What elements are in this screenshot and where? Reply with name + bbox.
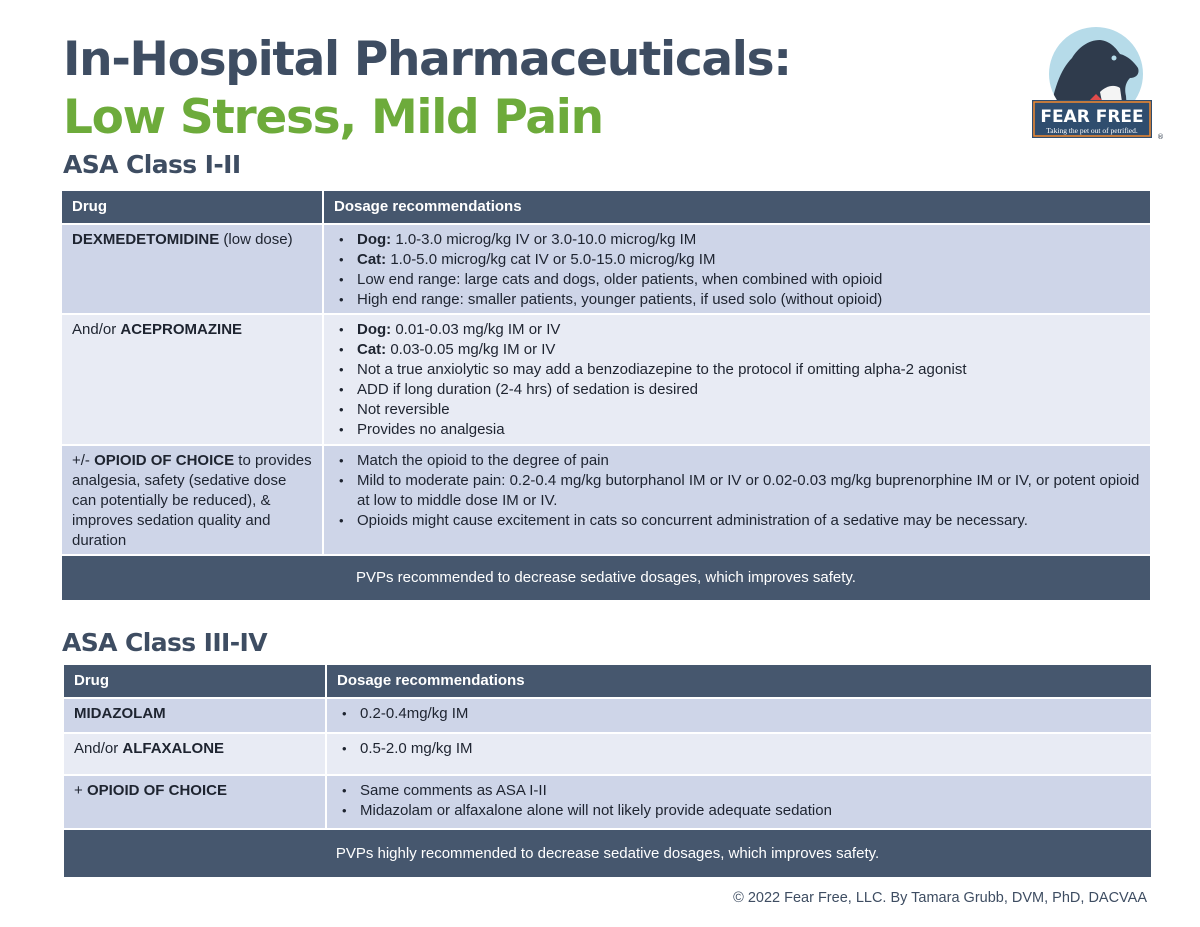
drug-cell: And/or ALFAXALONE [63, 733, 326, 775]
drug-name: ACEPROMAZINE [120, 321, 243, 338]
dosage-cell [326, 733, 1152, 775]
header-drug: Drug [63, 664, 326, 698]
list-item: • Not reversible [334, 400, 1140, 420]
list-item: • Cat: 1.0-5.0 microg/kg cat IV or 5.0-15.0 microg/kg IM [334, 250, 1140, 270]
logo-brand-text: FEAR FREE [1040, 107, 1144, 127]
table-row [61, 224, 1151, 314]
drug-cell: +/- OPIOID OF CHOICE to provides analgesia, safety (sedative dose can potentially be reduced), & improves sedation quality and duration [61, 445, 323, 555]
list-item: • Low end range: large cats and dogs, older patients, when combined with opioid [334, 270, 1140, 290]
header-dosage: Dosage recommendations [323, 190, 1151, 224]
drug-cell: And/or ACEPROMAZINE [61, 314, 323, 445]
list-item: • 0.5-2.0 mg/kg IM [337, 739, 1141, 759]
drug-name: MIDAZOLAM [74, 705, 166, 722]
logo-tagline-text: Taking the pet out of petrified. [1046, 126, 1138, 135]
list-item: • Midazolam or alfaxalone alone will not likely provide adequate sedation [337, 801, 1141, 821]
dosage-cell [323, 314, 1151, 445]
drug-name: ALFAXALONE [122, 740, 225, 757]
table-footer-row [61, 555, 1151, 601]
list-item: • 0.2-0.4mg/kg IM [337, 704, 1141, 724]
copyright-notice: © 2022 Fear Free, LLC. By Tamara Grubb, DVM, PhD, DACVAA [733, 890, 1147, 906]
table-row [63, 733, 1152, 775]
header-drug: Drug [61, 190, 323, 224]
list-item: • ADD if long duration (2-4 hrs) of sedation is desired [334, 380, 1140, 400]
dosage-table-asa-3-4 [62, 663, 1153, 879]
list-item: • Provides no analgesia [334, 420, 1140, 440]
table-footer-note: PVPs recommended to decrease sedative dosages, which improves safety. [61, 555, 1151, 601]
section-title-asa-3-4: ASA Class III-IV [62, 628, 267, 657]
table-footer-row [63, 829, 1152, 878]
table-header-row [63, 664, 1152, 698]
list-item: • High end range: smaller patients, younger patients, if used solo (without opioid) [334, 290, 1140, 310]
dosage-cell [323, 224, 1151, 314]
table-row [61, 314, 1151, 445]
section-title-asa-1-2: ASA Class I-II [63, 150, 241, 179]
list-item: • Match the opioid to the degree of pain [334, 451, 1140, 471]
list-item: • Cat: 0.03-0.05 mg/kg IM or IV [334, 340, 1140, 360]
table-footer-note: PVPs highly recommended to decrease sedative dosages, which improves safety. [63, 829, 1152, 878]
drug-cell: + OPIOID OF CHOICE [63, 775, 326, 829]
dosage-table-asa-1-2 [60, 189, 1152, 602]
table-row [63, 698, 1152, 733]
drug-cell: DEXMEDETOMIDINE (low dose) [61, 224, 323, 314]
table-row [61, 445, 1151, 555]
dosage-cell [326, 775, 1152, 829]
list-item: • Same comments as ASA I-II [337, 781, 1141, 801]
page-subtitle: Low Stress, Mild Pain [63, 90, 603, 145]
list-item: • Opioids might cause excitement in cats so concurrent administration of a sedative may be necessary. [334, 511, 1140, 531]
table-row [63, 775, 1152, 829]
drug-name: OPIOID OF CHOICE [86, 782, 227, 799]
drug-cell [63, 698, 326, 733]
table-header-row [61, 190, 1151, 224]
fear-free-logo [1030, 22, 1162, 144]
list-item: • Not a true anxiolytic so may add a benzodiazepine to the protocol if omitting alpha-2 agonist [334, 360, 1140, 380]
dosage-cell [326, 698, 1152, 733]
header-dosage: Dosage recommendations [326, 664, 1152, 698]
list-item: • Dog: 1.0-3.0 microg/kg IV or 3.0-10.0 microg/kg IM [334, 230, 1140, 250]
page-title: In-Hospital Pharmaceuticals: [63, 32, 791, 87]
drug-name: OPIOID OF CHOICE [94, 452, 235, 469]
logo-registered-mark: ® [1157, 133, 1164, 141]
list-item: • Mild to moderate pain: 0.2-0.4 mg/kg butorphanol IM or IV or 0.02-0.03 mg/kg buprenorphine IM or IV, or potent opioid at low to middle dose IM or IV. [334, 471, 1140, 511]
drug-name: DEXMEDETOMIDINE [72, 231, 220, 248]
dosage-cell [323, 445, 1151, 555]
list-item: • Dog: 0.01-0.03 mg/kg IM or IV [334, 320, 1140, 340]
